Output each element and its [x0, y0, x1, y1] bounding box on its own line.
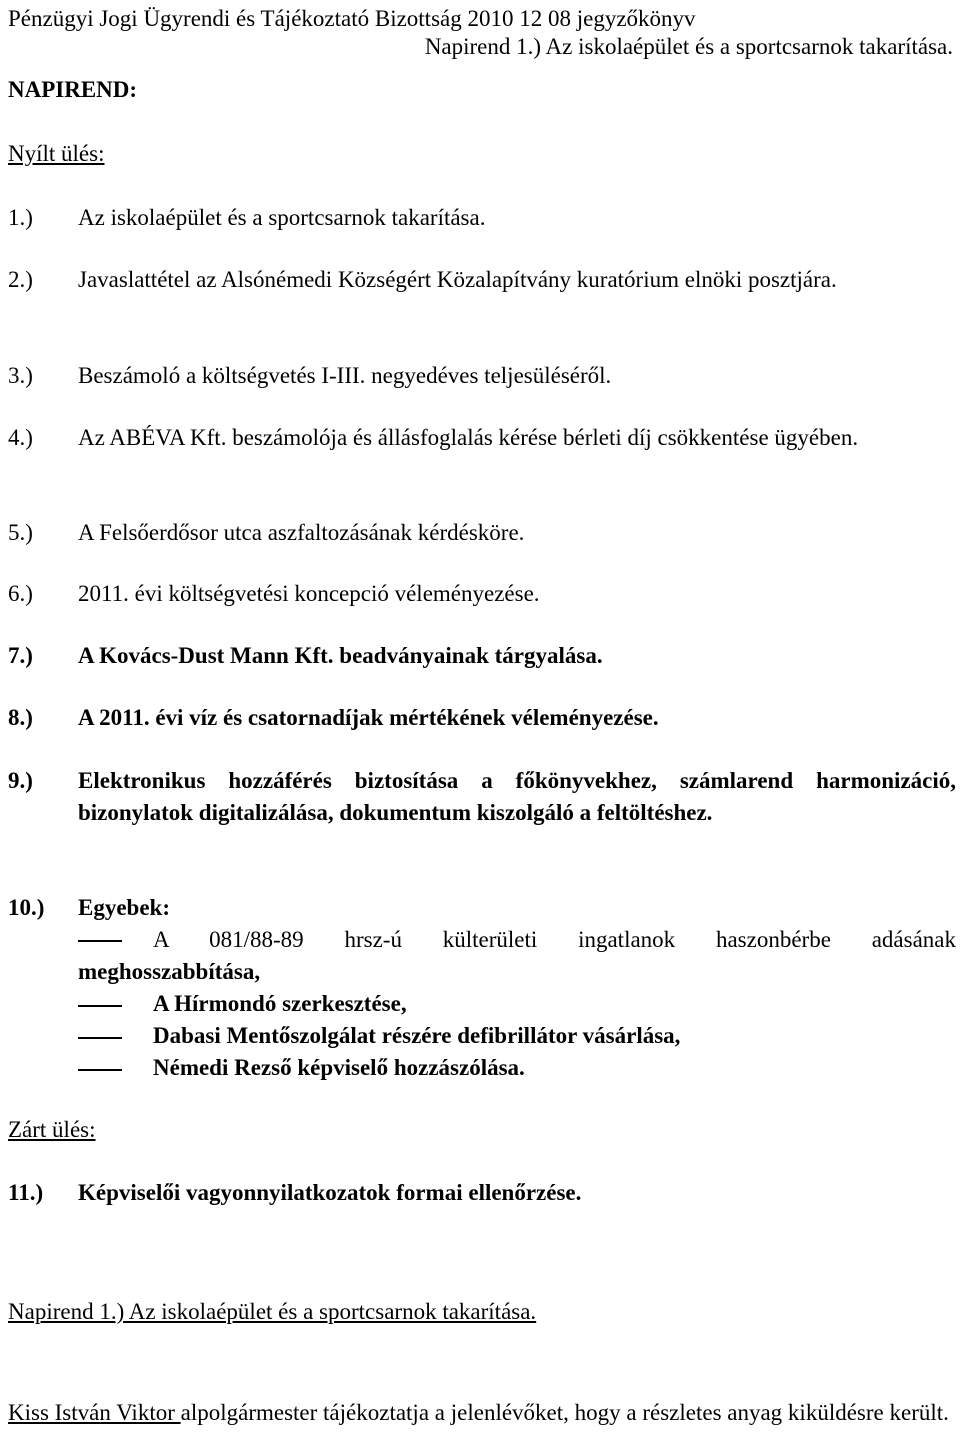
document-header-title: Pénzügyi Jogi Ügyrendi és Tájékoztató Bizottság 2010 12 08 jegyzőkönyv	[8, 6, 696, 31]
item-number: 3.)	[8, 363, 33, 388]
dash-bullet	[78, 1037, 122, 1039]
agenda-item: A 2011. évi víz és csatornadíjak mértékének véleményezése.	[78, 705, 659, 730]
agenda-item: Elektronikus hozzáférés biztosítása a főkönyvekhez, számlarend harmonizáció, bizonylatok digitalizálása, dokumentum kiszolgáló a feltöltéshez.	[78, 768, 956, 825]
dash-bullet	[78, 1069, 122, 1071]
closed-session-label: Zárt ülés:	[8, 1117, 96, 1142]
item-number: 2.)	[8, 267, 33, 292]
item-number: 4.)	[8, 425, 33, 450]
item-number: 8.)	[8, 705, 33, 730]
dash-bullet	[78, 1005, 122, 1007]
other-item: Némedi Rezső képviselő hozzászólása.	[153, 1055, 525, 1080]
item-number: 11.)	[8, 1180, 44, 1205]
agenda-item: Az ABÉVA Kft. beszámolója és állásfoglalás kérése bérleti díj csökkentése ügyében.	[78, 425, 859, 450]
speaker-name: Kiss István Viktor	[8, 1400, 181, 1425]
item-number: 9.)	[8, 768, 33, 793]
other-item: A Hírmondó szerkesztése,	[153, 991, 407, 1016]
agenda-item: Egyebek:	[78, 895, 170, 920]
item-number: 10.)	[8, 895, 45, 920]
closed-agenda-item: Képviselői vagyonnyilatkozatok formai ellenőrzése.	[78, 1180, 582, 1205]
agenda-item: A Kovács-Dust Mann Kft. beadványainak tárgyalása.	[78, 643, 603, 668]
agenda-item: Az iskolaépület és a sportcsarnok takarítása.	[78, 205, 486, 230]
agenda-heading: Napirend 1.) Az iskolaépület és a sportcsarnok takarítása.	[8, 1299, 537, 1324]
minutes-paragraph	[8, 1397, 956, 1429]
other-item-first-cont: meghosszabbítása,	[78, 959, 261, 984]
item-number: 7.)	[8, 643, 33, 668]
other-item-first-line: A 081/88-89 hrsz-ú külterületi ingatlanok haszonbérbe adásának	[153, 927, 956, 952]
agenda-item: 2011. évi költségvetési koncepció véleményezése.	[78, 581, 540, 606]
agenda-item: A Felsőerdősor utca aszfaltozásának kérdésköre.	[78, 520, 525, 545]
document-header-subtitle: Napirend 1.) Az iskolaépület és a sportcsarnok takarítása.	[424, 34, 953, 59]
item-number: 6.)	[8, 581, 33, 606]
other-item-first	[78, 924, 956, 956]
open-session-label: Nyílt ülés:	[8, 141, 105, 166]
paragraph-text: alpolgármester tájékoztatja a jelenlévőket, hogy a részletes anyag kiküldésre került.	[180, 1400, 949, 1425]
agenda-item: Javaslattétel az Alsónémedi Községért Közalapítvány kuratórium elnöki posztjára.	[78, 267, 837, 292]
other-item: Dabasi Mentőszolgálat részére defibrillátor vásárlása,	[153, 1023, 681, 1048]
item-number: 5.)	[8, 520, 33, 545]
item-number: 1.)	[8, 205, 33, 230]
agenda-item: Beszámoló a költségvetés I-III. negyedéves teljesüléséről.	[78, 363, 612, 388]
napirend-label: NAPIREND:	[8, 77, 138, 102]
